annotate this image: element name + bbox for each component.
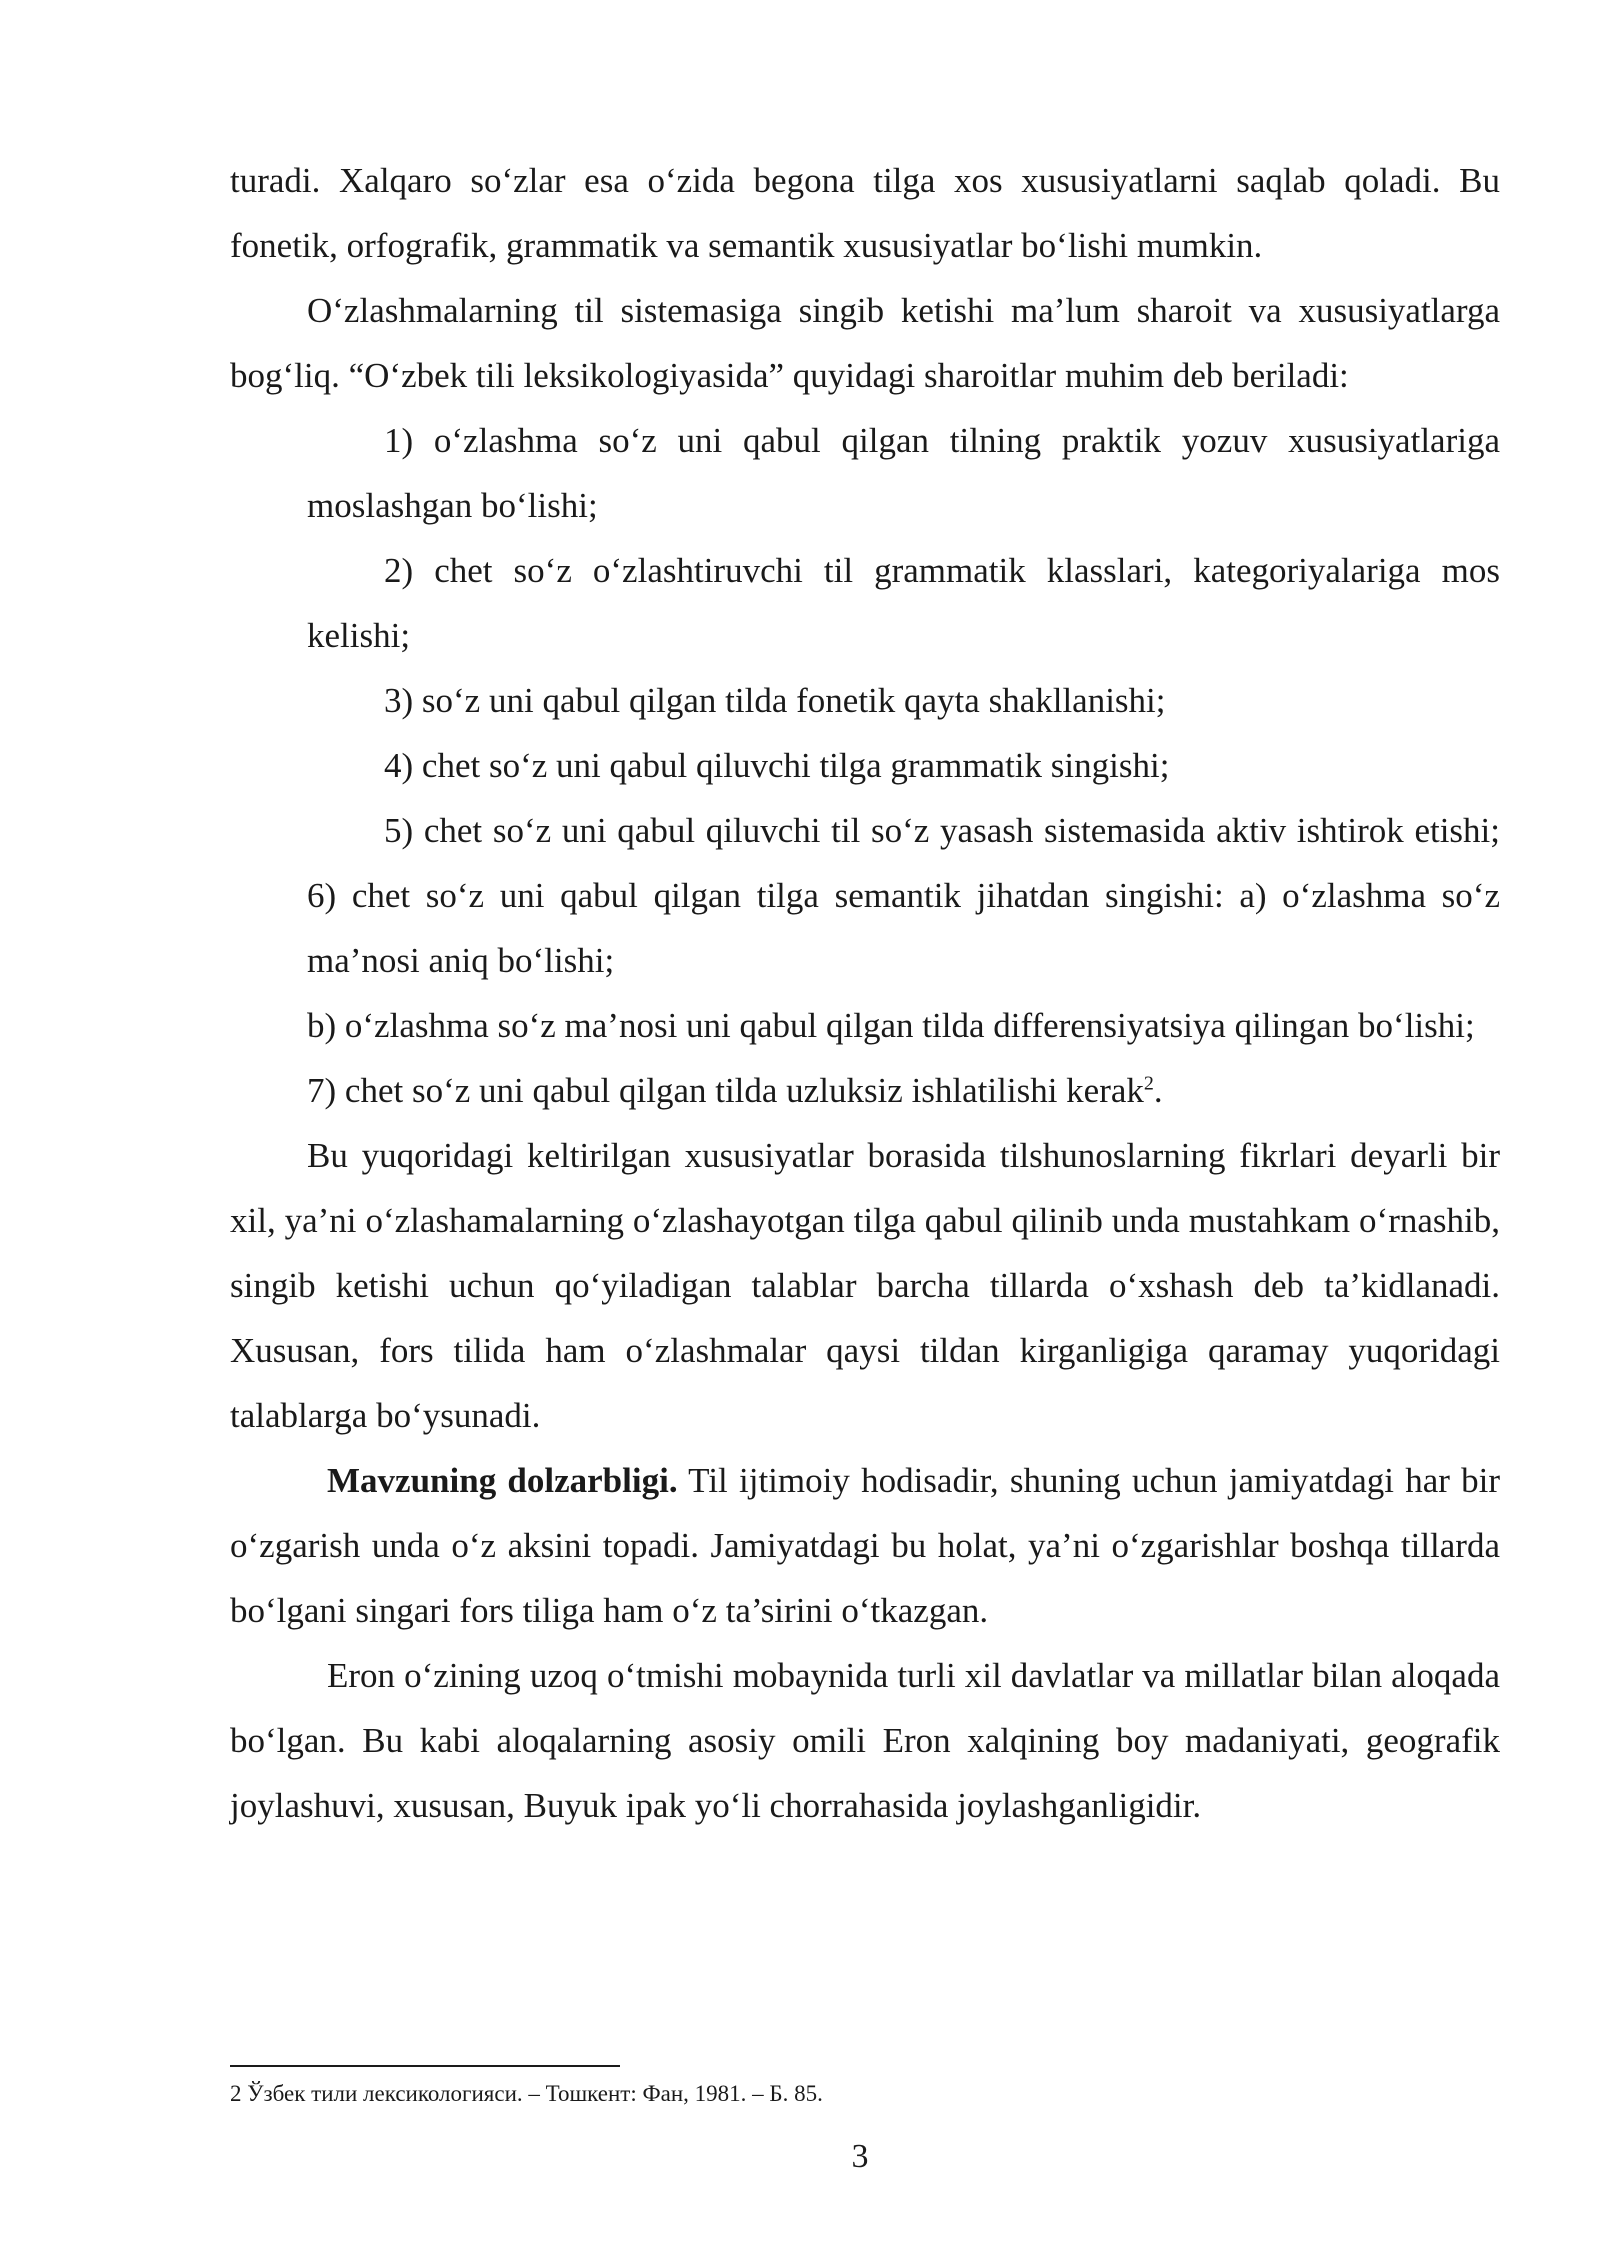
list-item-1: 1) o‘zlashma so‘z uni qabul qilgan tilning praktik yozuv xususiyatlariga moslashgan bo‘lishi; — [307, 421, 1500, 525]
list-item-5: 5) chet so‘z uni qabul qiluvchi til so‘z yasash sistemasida aktiv ishtirok etishi; 6) chet so‘z uni qabul qilgan tilga semantik jihatdan singishi: a) o‘zlashma so‘z ma’nosi aniq bo‘lishi; — [307, 811, 1500, 980]
relevance-text: Til ijtimoiy hodisadir, shuning uchun jamiyatdagi har bir o‘zgarish unda o‘z aksini topadi. Jamiyatdagi bu holat, ya’ni o‘zgarishlar boshqa tillarda bo‘lgani singari fors tiliga ham o‘z ta’sirini o‘tkazgan. — [230, 1461, 1501, 1630]
paragraph-requirements: Bu yuqoridagi keltirilgan xususiyatlar borasida tilshunoslarning fikrlari deyarli bir xil, ya’ni o‘zlashamalarning o‘zlashayotgan tilga qabul qilinib unda mustahkam o‘rnashib, singib ketishi uchun qo‘yiladigan talablar barcha tillarda o‘xshash deb ta’kidlanadi. Xususan, fors tilida ham o‘zlashmalar qaysi tildan kirganligiga qaramay yuqoridagi talablarga bo‘ysunadi. — [230, 1136, 1500, 1435]
list-item-7 — [230, 1058, 1500, 1123]
paragraph-relevance — [230, 1448, 1500, 1643]
list-item-b: b) o‘zlashma so‘z ma’nosi uni qabul qilgan tilda differensiyatsiya qilingan bo‘lishi; — [307, 1006, 1475, 1045]
list-item-7-end: . — [1153, 1071, 1163, 1110]
list-item-2: 2) chet so‘z o‘zlashtiruvchi til grammatik klasslari, kategoriyalariga mos kelishi; — [307, 551, 1500, 655]
footnote-reference: 2 — [1143, 1072, 1154, 1095]
list-item-7-text: 7) chet so‘z uni qabul qilgan tilda uzluksiz ishlatilishi kerak — [307, 1071, 1144, 1110]
relevance-heading: Mavzuning dolzarbligi. — [327, 1461, 678, 1500]
list-item-3: 3) so‘z uni qabul qilgan tilda fonetik qayta shakllanishi; — [384, 681, 1166, 720]
list-item-4: 4) chet so‘z uni qabul qiluvchi tilga grammatik singishi; — [384, 746, 1170, 785]
paragraph-continuation: turadi. Xalqaro so‘zlar esa o‘zida begona tilga xos xususiyatlarni saqlab qoladi. Bu fonetik, orfografik, grammatik va semantik xususiyatlar bo‘lishi mumkin. — [230, 161, 1500, 265]
paragraph-conditions-intro: O‘zlashmalarning til sistemasiga singib ketishi ma’lum sharoit va xususiyatlarga bog‘liq. “O‘zbek tili leksikologiyasida” quyidagi sharoitlar muhim deb beriladi: — [230, 291, 1500, 395]
page-number: 3 — [851, 2138, 869, 2175]
footnote-separator — [230, 2065, 620, 2067]
body-text — [230, 148, 1500, 1838]
paragraph-iran: Eron o‘zining uzoq o‘tmishi mobaynida turli xil davlatlar va millatlar bilan aloqada bo‘lgan. Bu kabi aloqalarning asosiy omili Eron xalqining boy madaniyati, geografik joylashuvi, xususan, Buyuk ipak yo‘li chorrahasida joylashganligidir. — [230, 1656, 1500, 1825]
footnote: 2 Ўзбек тили лексикологияси. – Тошкент: Фан, 1981. – Б. 85. — [230, 2081, 823, 2106]
conditions-list — [230, 408, 1500, 993]
